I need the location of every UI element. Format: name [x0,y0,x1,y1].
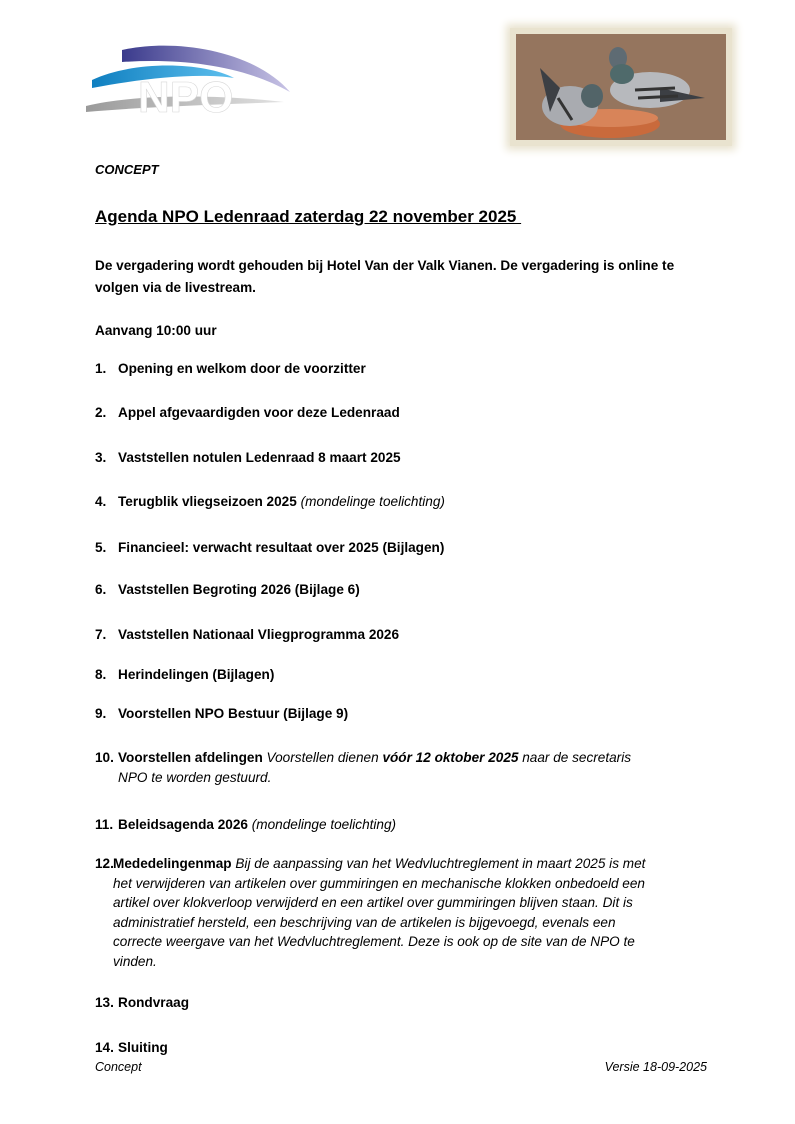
item-label: Rondvraag [118,995,190,1010]
item-note: (mondelinge toelichting) [247,817,397,832]
item-number: 6. [95,582,107,597]
start-time: Aanvang 10:00 uur [95,323,217,338]
agenda-item [95,854,645,971]
item-label: Voorstellen afdelingen [118,750,263,765]
footer-version: Versie 18-09-2025 [604,1060,707,1074]
item-number: 8. [95,667,107,682]
footer-status: Concept [95,1060,142,1074]
item-note-end: naar de secretaris [518,750,632,765]
item-label: Vaststellen notulen Ledenraad 8 maart 2025 [118,450,401,465]
concept-label: CONCEPT [95,162,159,177]
item-label: Appel afgevaardigden voor deze Ledenraad [118,405,400,420]
intro-paragraph: De vergadering wordt gehouden bij Hotel Van der Valk Vianen. De vergadering is online te volgen via de livestream. [95,258,675,295]
agenda-item [95,993,189,1013]
page-title: Agenda NPO Ledenraad zaterdag 22 november 2025 [95,207,522,226]
agenda-item [95,748,631,787]
item-number: 5. [95,540,107,555]
item-label: Vaststellen Begroting 2026 (Bijlage 6) [118,582,360,597]
agenda-item [95,403,400,423]
npo-logo [84,40,296,118]
item-label: Opening en welkom door de voorzitter [118,361,366,376]
item-continuation: NPO te worden gestuurd. [118,769,272,785]
item-number: 7. [95,627,107,642]
item-label: Vaststellen Nationaal Vliegprogramma 2026 [118,627,400,642]
item-number: 4. [95,494,107,509]
item-continuation-line: het verwijderen van artikelen over gummiringen en mechanische klokken onbedoeld een [113,875,645,891]
item-label: Voorstellen NPO Bestuur (Bijlage 9) [118,706,349,721]
agenda-item [95,359,366,379]
item-number: 1. [95,361,107,376]
item-number: 9. [95,706,107,721]
item-number: 3. [95,450,107,465]
item-label: Mededelingenmap [113,856,232,871]
item-number: 2. [95,405,107,420]
agenda-item [95,580,360,600]
agenda-item [95,704,348,724]
agenda-item [95,1038,168,1058]
item-continuation-line: artikel over klokverloop verwijderd en een artikel over gummiringen blijven staan. Dit is [113,895,633,910]
item-note: Bij de aanpassing van het Wedvluchtreglement in maart 2025 is met [231,856,646,871]
item-deadline: vóór 12 oktober 2025 [382,750,519,765]
item-label: Financieel: verwacht resultaat over 2025 (Bijlagen) [118,540,445,555]
item-label: Beleidsagenda 2026 [118,817,248,832]
pigeons-photo [510,28,732,146]
item-continuation-line: vinden. [113,953,157,969]
item-number: 13. [95,995,114,1010]
item-label: Sluiting [118,1040,168,1055]
item-note: (mondelinge toelichting) [296,494,445,509]
item-label: Herindelingen (Bijlagen) [118,667,275,682]
agenda-item [95,492,445,512]
agenda-item [95,448,401,468]
agenda-item [95,538,444,558]
agenda-item [95,665,274,685]
item-number: 10. [95,750,114,765]
agenda-item [95,625,399,645]
item-number: 14. [95,1040,114,1055]
item-number: 12. [95,856,114,871]
item-label: Terugblik vliegseizoen 2025 [118,494,297,509]
agenda-item [95,815,396,835]
item-number: 11. [95,817,114,832]
svg-text:NPO: NPO [138,73,234,118]
item-continuation-line: correcte weergave van het Wedvluchtreglement. Deze is ook op de site van de NPO te [113,934,635,949]
item-continuation-line: administratief hersteld, een beschrijving van de artikelen is bijgevoegd, evenals een [113,914,616,930]
item-note: Voorstellen dienen [262,750,383,765]
